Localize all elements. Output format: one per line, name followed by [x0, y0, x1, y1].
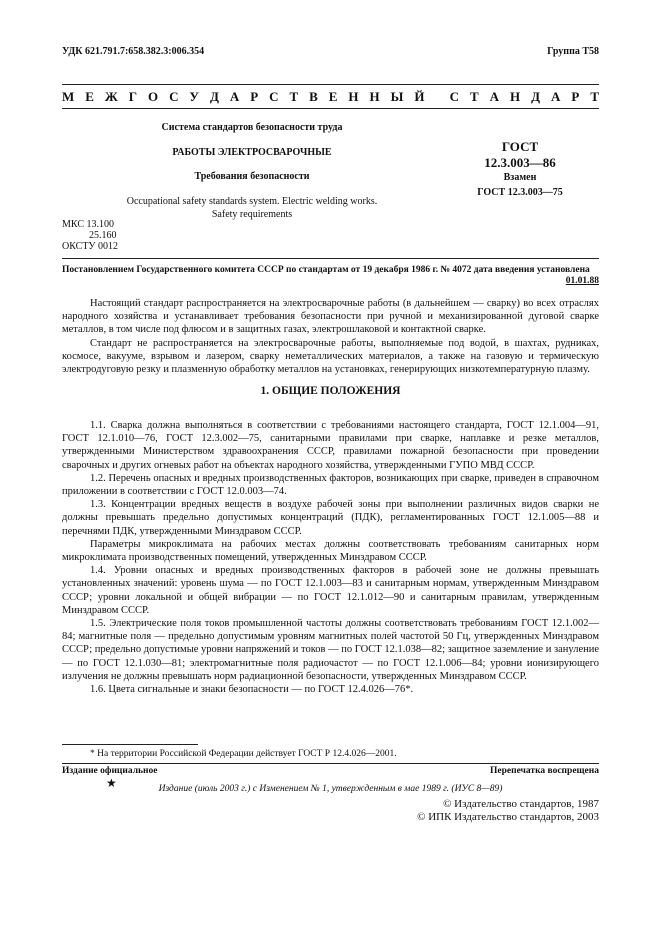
banner-letter: Й: [414, 89, 425, 104]
replaced-gost: ГОСТ 12.3.003—75: [477, 187, 563, 198]
footnote: * На территории Российской Федерации действует ГОСТ Р 12.4.026—2001.: [90, 749, 397, 759]
section-1-paragraph: 1.3. Концентрации вредных веществ в воздухе рабочей зоны при выполнении различных видов сварки не должны превышать предельно допустимых концентраций (ПДК), регламентированных ГОСТ 12.1.005—88 и перечнями ПДК, утвержденными Минздравом СССР.: [62, 499, 599, 537]
section-1-title: 1. ОБЩИЕ ПОЛОЖЕНИЯ: [260, 385, 401, 397]
gost-label: ГОСТ: [501, 139, 539, 154]
banner-letter: С: [169, 89, 179, 104]
banner-letter: С: [449, 89, 460, 104]
reprint-prohibited-label: Перепечатка воспрещена: [489, 766, 599, 776]
copyright-1987: © Издательство стандартов, 1987: [443, 798, 599, 810]
section-1-paragraph: 1.4. Уровни опасных и вредных производственных факторов в рабочей зоне не должны превышать установленных значений: уровень шума — по ГОСТ 12.1.003—83 и санитарным нормам, утвержденным Минздравом СССР; уровни локальной и общей вибрации — по ГОСТ 12.1.012—90 и санитарным правилам, утвержденным Минздравом СССР.: [62, 565, 599, 616]
banner-letter: Д: [209, 89, 219, 104]
banner-letter: У: [189, 89, 199, 104]
group-code: Группа Т58: [547, 46, 599, 57]
banner-letter: Р: [250, 89, 259, 104]
banner-letter: Н: [510, 89, 521, 104]
banner-letter: А: [489, 89, 500, 104]
banner-letter: Е: [328, 89, 338, 104]
banner-letter: Т: [470, 89, 479, 104]
banner-letter: Н: [369, 89, 380, 104]
introduction-date: 01.01.88: [565, 276, 599, 286]
section-1-body: [62, 419, 599, 696]
gost-number: 12.3.003—86: [484, 155, 556, 170]
interstate-standard-banner: [62, 89, 599, 105]
section-1-paragraph: 1.5. Электрические поля токов промышленной частоты должны соответствовать требованиям ГОСТ 12.1.002—84; магнитные поля — предельно допустимым уровням магнитных полей частотой 50 Гц, утвержденных Минздравом СССР; предельно допустимые уровни напряжений и токов — по ГОСТ 12.1.038—82; защитное заземление и зануление — по ГОСТ 12.1.030—81; электромагнитные поля радиочастот — по ГОСТ 12.1.006—84; уровни ионизирующего излучения не должны превышать норм радиационной безопасности, утвержденных Минздравом СССР.: [62, 618, 599, 682]
banner-letter: Н: [348, 89, 359, 104]
banner-rule: [62, 108, 599, 109]
intro-text: [62, 297, 599, 376]
banner-letter: [435, 89, 438, 105]
banner-letter: М: [62, 89, 75, 104]
banner-letter: Д: [531, 89, 541, 104]
udk-code: УДК 621.791.7:658.382.3:006.354: [62, 46, 205, 57]
banner-letter: В: [309, 89, 318, 104]
intro-paragraph-1: Настоящий стандарт распространяется на электросварочные работы (в дальнейшем — сварку) во всех отраслях народного хозяйства и устанавливает требования безопасности при ручной и механизированной дуговой сварке металлов, в том числе под флюсом и в защитных газах, электрошлаковой и контактной сварке.: [62, 298, 599, 336]
banner-letter: Ы: [390, 89, 404, 104]
decree-paragraph: [62, 265, 599, 287]
section-1-paragraph: 1.6. Цвета сигнальные и знаки безопасности — по ГОСТ 12.4.026—76*.: [90, 684, 414, 696]
footnote-rule: [62, 744, 198, 745]
section-1-paragraph: 1.2. Перечень опасных и вредных производственных факторов, возникающих при сварке, приведен в справочном приложении в соответствии с ГОСТ 12.0.003—74.: [62, 472, 599, 498]
official-edition-label: Издание официальное: [62, 766, 158, 776]
mks-code-1: МКС 13.100: [62, 219, 114, 230]
mks-code-2: 25.160: [89, 230, 117, 241]
banner-letter: Т: [590, 89, 599, 104]
replaces-label: Взамен: [503, 172, 537, 183]
edition-note: Издание (июль 2003 г.) с Изменением № 1, утвержденным в мае 1989 г. (ИУС 8—89): [158, 784, 503, 794]
section-1-paragraph: Параметры микроклимата на рабочих местах должны соответствовать требованиям санитарных норм микроклимата производственных помещений, утвержденных Минздравом СССР.: [62, 538, 599, 564]
section-1-paragraph: 1.1. Сварка должна выполняться в соответствии с требованиями настоящего стандарта, ГОСТ 12.1.004—91, ГОСТ 12.1.010—76, ГОСТ 12.3.002—75, санитарными правилами при сварке, наплавке и резке металлов, утвержденными Министерством здравоохранения СССР, правилами пожарной безопасности при проведении сварочных и других огневых работ на объектах народного хозяйства, утвержденными ГУПО МВД СССР.: [62, 420, 599, 471]
banner-letter: А: [229, 89, 240, 104]
english-title-line-2: Safety requirements: [211, 209, 293, 220]
banner-letter: Т: [289, 89, 299, 104]
banner-letter: Р: [571, 89, 580, 104]
intro-paragraph-2: Стандарт не распространяется на электросварочные работы, выполняемые под водой, в шахтах, рудниках, космосе, вакууме, взрывом и лазером, сварку неметаллических материалов, а также на газовую и термическую электродуговую резку и плазменную обработку металлов на установках, генерирующих низкотемпературную плазму.: [62, 337, 599, 376]
standards-series: Система стандартов безопасности труда: [161, 122, 343, 133]
top-rule: [62, 84, 599, 85]
decree-text: Постановлением Государственного комитета СССР по стандартам от 19 декабря 1986 г. № 4072 дата введения установлена: [62, 265, 590, 275]
classification-codes: [62, 219, 118, 252]
footer-rule: [62, 763, 599, 764]
copyright-2003: © ИПК Издательство стандартов, 2003: [417, 811, 599, 823]
banner-letter: Г: [128, 89, 137, 104]
english-title: [62, 195, 442, 221]
english-title-line-1: Occupational safety standards system. Electric welding works.: [126, 196, 378, 207]
document-title: РАБОТЫ ЭЛЕКТРОСВАРОЧНЫЕ: [172, 147, 332, 158]
banner-letter: О: [147, 89, 159, 104]
banner-letter: А: [551, 89, 561, 104]
okstu-code: ОКСТУ 0012: [62, 241, 119, 252]
decree-rule: [62, 258, 599, 259]
banner-letter: С: [269, 89, 279, 104]
document-subtitle: Требования безопасности: [194, 171, 310, 182]
banner-letter: Ж: [104, 89, 118, 104]
banner-letter: Е: [85, 89, 94, 104]
star-mark: ★: [106, 776, 117, 790]
